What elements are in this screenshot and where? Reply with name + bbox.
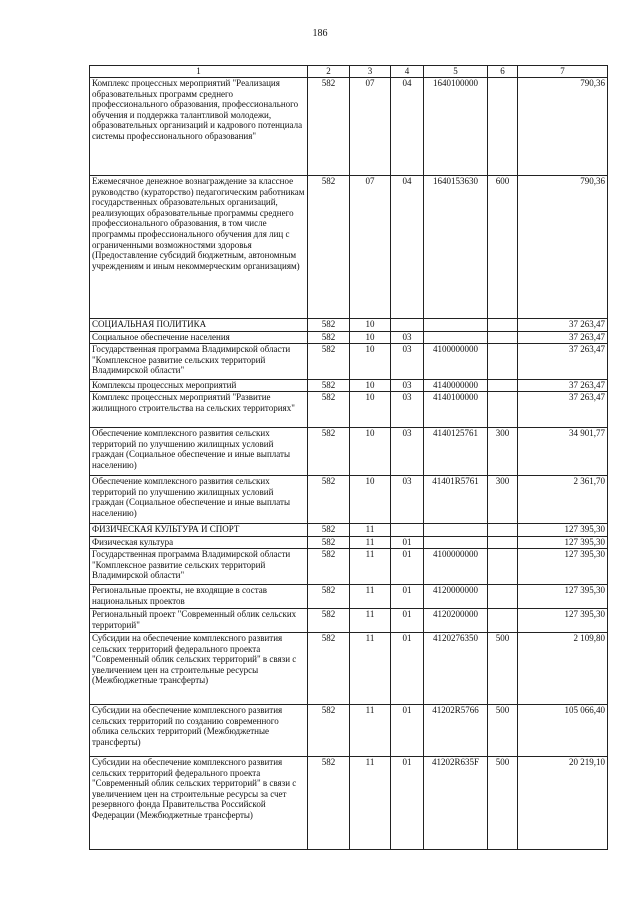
header-cell-5: 5 <box>424 66 488 78</box>
table-row <box>90 549 608 585</box>
row-subsection-code: 03 <box>391 380 424 392</box>
row-expense-type: 500 <box>488 705 518 757</box>
row-ministry-code: 582 <box>308 585 350 609</box>
row-subsection-code: 01 <box>391 537 424 549</box>
row-section-code: 11 <box>350 585 391 609</box>
row-amount: 37 263,47 <box>518 319 608 332</box>
row-expense-type <box>488 549 518 585</box>
row-subsection-code: 04 <box>391 78 424 176</box>
row-target-article: 4120276350 <box>424 633 488 705</box>
row-amount: 127 395,30 <box>518 537 608 549</box>
row-amount: 127 395,30 <box>518 585 608 609</box>
header-cell-7: 7 <box>518 66 608 78</box>
row-ministry-code: 582 <box>308 176 350 319</box>
row-ministry-code: 582 <box>308 549 350 585</box>
row-expense-type <box>488 537 518 549</box>
row-subsection-code: 03 <box>391 344 424 380</box>
table-row <box>90 344 608 380</box>
header-row <box>90 66 608 78</box>
table-row <box>90 633 608 705</box>
row-name: СОЦИАЛЬНАЯ ПОЛИТИКА <box>90 319 308 332</box>
row-amount: 37 263,47 <box>518 392 608 428</box>
row-section-code: 11 <box>350 757 391 850</box>
row-target-article: 4120200000 <box>424 609 488 633</box>
table-row <box>90 319 608 332</box>
row-amount: 2 109,80 <box>518 633 608 705</box>
row-section-code: 07 <box>350 78 391 176</box>
row-expense-type <box>488 609 518 633</box>
row-expense-type <box>488 524 518 537</box>
row-ministry-code: 582 <box>308 757 350 850</box>
row-ministry-code: 582 <box>308 524 350 537</box>
row-expense-type <box>488 78 518 176</box>
header-cell-4: 4 <box>391 66 424 78</box>
row-subsection-code <box>391 524 424 537</box>
table-row <box>90 757 608 850</box>
row-target-article: 4100000000 <box>424 549 488 585</box>
row-ministry-code: 582 <box>308 705 350 757</box>
table-row <box>90 332 608 344</box>
row-name: Субсидии на обеспечение комплексного развития сельских территорий федерального проекта "Современный облик сельских территорий" в связи с увеличением цен на строительные ресурсы за счет резервного фонда Правительства Российской Федерации (Межбюджетные трансферты) <box>90 757 308 850</box>
row-target-article: 41202R5766 <box>424 705 488 757</box>
row-subsection-code: 03 <box>391 428 424 476</box>
row-name: ФИЗИЧЕСКАЯ КУЛЬТУРА И СПОРТ <box>90 524 308 537</box>
row-subsection-code: 03 <box>391 392 424 428</box>
row-expense-type <box>488 392 518 428</box>
budget-table <box>89 65 608 850</box>
row-amount: 127 395,30 <box>518 549 608 585</box>
row-section-code: 10 <box>350 319 391 332</box>
row-name: Социальное обеспечение населения <box>90 332 308 344</box>
row-section-code: 11 <box>350 705 391 757</box>
row-amount: 790,36 <box>518 78 608 176</box>
row-target-article: 4140125761 <box>424 428 488 476</box>
row-section-code: 11 <box>350 524 391 537</box>
row-target-article: 1640100000 <box>424 78 488 176</box>
row-subsection-code: 01 <box>391 549 424 585</box>
row-section-code: 07 <box>350 176 391 319</box>
table-row <box>90 609 608 633</box>
row-amount: 127 395,30 <box>518 609 608 633</box>
row-name: Государственная программа Владимирской области "Комплексное развитие сельских территорий Владимирской области" <box>90 344 308 380</box>
table-row <box>90 380 608 392</box>
row-target-article: 41401R5761 <box>424 476 488 524</box>
row-target-article <box>424 332 488 344</box>
page-number: 186 <box>312 28 328 39</box>
row-name: Субсидии на обеспечение комплексного развития сельских территорий федерального проекта "Современный облик сельских территорий" в связи с увеличением цен на строительные ресурсы (Межбюджетные трансферты) <box>90 633 308 705</box>
row-name: Ежемесячное денежное вознаграждение за классное руководство (кураторство) педагогическим работникам государственных образовательных организаций, реализующих образовательные программы среднего профессионального образования, в том числе программы профессионального обучения для лиц с ограниченными возможностями здоровья (Предоставление субсидий бюджетным, автономным учреждениям и иным некоммерческим организациям) <box>90 176 308 319</box>
row-subsection-code: 01 <box>391 609 424 633</box>
row-subsection-code: 04 <box>391 176 424 319</box>
row-subsection-code: 01 <box>391 633 424 705</box>
row-ministry-code: 582 <box>308 380 350 392</box>
row-name: Комплекс процессных мероприятий "Развитие жилищного строительства на сельских территориях" <box>90 392 308 428</box>
row-subsection-code: 01 <box>391 757 424 850</box>
row-section-code: 10 <box>350 392 391 428</box>
table-row <box>90 428 608 476</box>
row-expense-type <box>488 332 518 344</box>
row-expense-type: 600 <box>488 176 518 319</box>
row-subsection-code: 01 <box>391 705 424 757</box>
table-row <box>90 78 608 176</box>
row-name: Субсидии на обеспечение комплексного развития сельских территорий по созданию современного облика сельских территорий (Межбюджетные трансферты) <box>90 705 308 757</box>
row-subsection-code: 03 <box>391 332 424 344</box>
row-subsection-code <box>391 319 424 332</box>
row-subsection-code: 03 <box>391 476 424 524</box>
table-row <box>90 585 608 609</box>
row-expense-type <box>488 344 518 380</box>
table-row <box>90 476 608 524</box>
row-amount: 20 219,10 <box>518 757 608 850</box>
table-row <box>90 537 608 549</box>
table-row <box>90 176 608 319</box>
row-expense-type: 300 <box>488 476 518 524</box>
row-ministry-code: 582 <box>308 78 350 176</box>
row-section-code: 10 <box>350 476 391 524</box>
row-target-article: 4140000000 <box>424 380 488 392</box>
table-body <box>90 78 608 850</box>
row-ministry-code: 582 <box>308 537 350 549</box>
row-target-article: 4120000000 <box>424 585 488 609</box>
row-amount: 37 263,47 <box>518 380 608 392</box>
row-name: Государственная программа Владимирской области "Комплексное развитие сельских территорий Владимирской области" <box>90 549 308 585</box>
header-cell-2: 2 <box>308 66 350 78</box>
header-cell-6: 6 <box>488 66 518 78</box>
row-amount: 127 395,30 <box>518 524 608 537</box>
row-target-article: 4100000000 <box>424 344 488 380</box>
row-subsection-code: 01 <box>391 585 424 609</box>
table-row <box>90 524 608 537</box>
row-ministry-code: 582 <box>308 609 350 633</box>
row-target-article: 1640153630 <box>424 176 488 319</box>
row-amount: 790,36 <box>518 176 608 319</box>
table-row <box>90 392 608 428</box>
row-amount: 2 361,70 <box>518 476 608 524</box>
row-name: Региональные проекты, не входящие в состав национальных проектов <box>90 585 308 609</box>
row-target-article <box>424 319 488 332</box>
row-expense-type <box>488 380 518 392</box>
row-target-article: 41202R635F <box>424 757 488 850</box>
row-amount: 34 901,77 <box>518 428 608 476</box>
row-name: Физическая культура <box>90 537 308 549</box>
row-ministry-code: 582 <box>308 332 350 344</box>
row-amount: 105 066,40 <box>518 705 608 757</box>
row-section-code: 10 <box>350 332 391 344</box>
row-amount: 37 263,47 <box>518 332 608 344</box>
row-target-article <box>424 537 488 549</box>
row-ministry-code: 582 <box>308 392 350 428</box>
table-row <box>90 705 608 757</box>
row-section-code: 11 <box>350 609 391 633</box>
row-ministry-code: 582 <box>308 428 350 476</box>
row-expense-type <box>488 319 518 332</box>
row-expense-type: 300 <box>488 428 518 476</box>
row-expense-type: 500 <box>488 757 518 850</box>
header-cell-1: 1 <box>90 66 308 78</box>
row-name: Обеспечение комплексного развития сельских территорий по улучшению жилищных условий граждан (Социальное обеспечение и иные выплаты населению) <box>90 476 308 524</box>
row-section-code: 10 <box>350 380 391 392</box>
row-amount: 37 263,47 <box>518 344 608 380</box>
row-name: Комплексы процессных мероприятий <box>90 380 308 392</box>
table-header <box>90 66 608 78</box>
row-target-article <box>424 524 488 537</box>
row-ministry-code: 582 <box>308 633 350 705</box>
row-section-code: 11 <box>350 537 391 549</box>
row-section-code: 11 <box>350 633 391 705</box>
row-section-code: 10 <box>350 344 391 380</box>
row-name: Обеспечение комплексного развития сельских территорий по улучшению жилищных условий граждан (Социальное обеспечение и иные выплаты населению) <box>90 428 308 476</box>
row-ministry-code: 582 <box>308 476 350 524</box>
row-ministry-code: 582 <box>308 344 350 380</box>
row-ministry-code: 582 <box>308 319 350 332</box>
row-expense-type <box>488 585 518 609</box>
row-section-code: 10 <box>350 428 391 476</box>
row-target-article: 4140100000 <box>424 392 488 428</box>
row-section-code: 11 <box>350 549 391 585</box>
header-cell-3: 3 <box>350 66 391 78</box>
row-name: Региональный проект "Современный облик сельских территорий" <box>90 609 308 633</box>
row-name: Комплекс процессных мероприятий "Реализация образовательных программ среднего профессионального образования, профессионального обучения и поддержка талантливой молодежи, образовательных организаций и кадрового потенциала системы профессионального образования" <box>90 78 308 176</box>
row-expense-type: 500 <box>488 633 518 705</box>
